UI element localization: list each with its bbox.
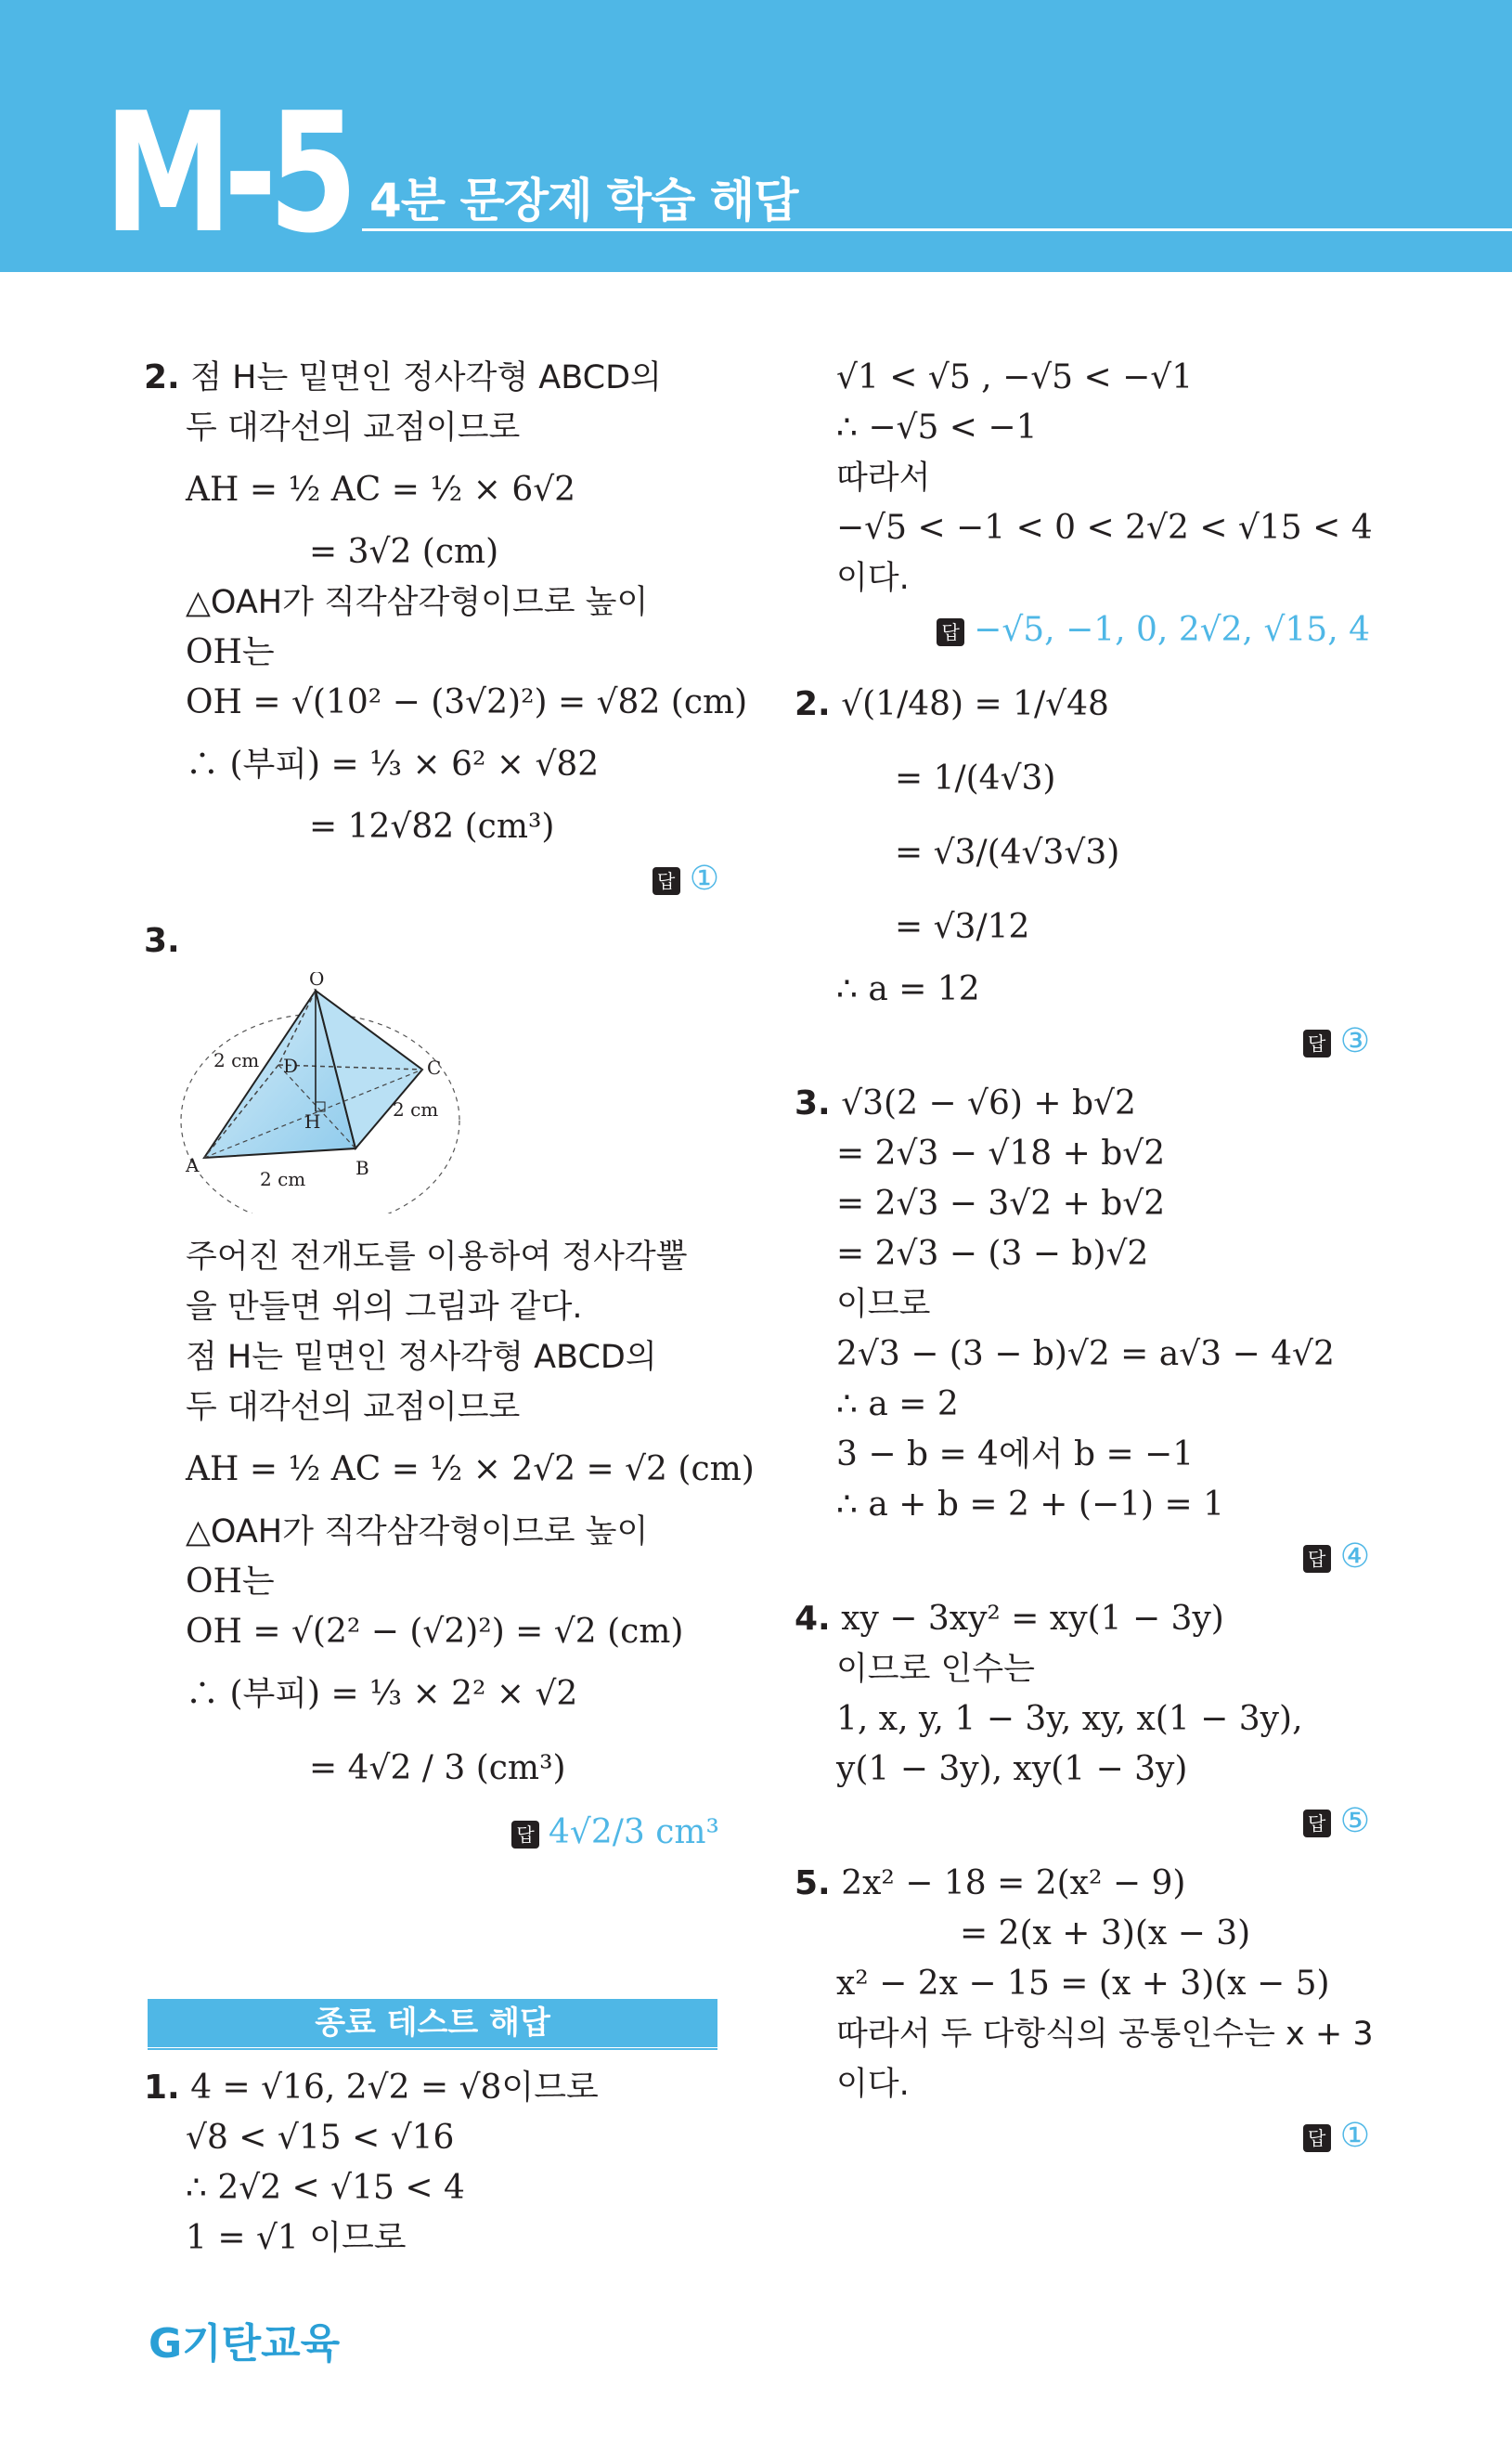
label-2cm-right: 2 cm bbox=[393, 1098, 439, 1121]
right-p3-line-8: 3 − b = 4에서 b = −1 bbox=[836, 1435, 1195, 1473]
page-header bbox=[0, 0, 1512, 272]
right-p1-line-2: ∴ −√5 < −1 bbox=[836, 409, 1038, 447]
problem-2-line-9: = 12√82 (cm³) bbox=[309, 808, 555, 846]
page-title: 4분 문장제 학습 해답 bbox=[369, 174, 798, 227]
problem-2-line-8: ∴ (부피) = ⅓ × 6² × √82 bbox=[186, 746, 600, 784]
unit-code: M-5 bbox=[104, 77, 350, 269]
right-p4-number: 4. bbox=[795, 1600, 831, 1638]
right-p3-line-7: ∴ a = 2 bbox=[836, 1385, 959, 1423]
pyramid-figure bbox=[144, 972, 701, 1213]
right-p2-line-4: = √3/12 bbox=[895, 908, 1030, 946]
problem-2-line-5: △OAH가 직각삼각형이므로 높이 bbox=[186, 584, 649, 621]
problem-3-line-5: AH = ½ AC = ½ × 2√2 = √2 (cm) bbox=[186, 1450, 755, 1488]
right-p4-line-4: y(1 − 3y), xy(1 − 3y) bbox=[836, 1750, 1188, 1788]
answer-mark-icon: 답 bbox=[1303, 1030, 1331, 1057]
right-p1-line-4: −√5 < −1 < 0 < 2√2 < √15 < 4 bbox=[836, 509, 1373, 547]
right-p1-line-3: 따라서 bbox=[836, 460, 931, 497]
problem-3-line-4: 두 대각선의 교점이므로 bbox=[186, 1389, 521, 1426]
label-H: H bbox=[304, 1110, 321, 1133]
bottom-left-block bbox=[144, 2063, 719, 2264]
problem-3-line-9: ∴ (부피) = ⅓ × 2² × √2 bbox=[186, 1675, 578, 1713]
right-p4-answer: 답 ⑤ bbox=[795, 1802, 1370, 1840]
problem-3-heading bbox=[144, 916, 719, 967]
right-p5-line-3: x² − 2x − 15 = (x + 3)(x − 5) bbox=[836, 1965, 1330, 2003]
right-p4-line-1: 4. xy − 3xy² = xy(1 − 3y) bbox=[795, 1600, 1224, 1638]
test-problem-1-line-3: ∴ 2√2 < √15 < 4 bbox=[186, 2169, 465, 2207]
right-p3-line-3: = 2√3 − 3√2 + b√2 bbox=[836, 1185, 1166, 1223]
right-p3-answer: 답 ④ bbox=[795, 1537, 1370, 1576]
left-column bbox=[144, 353, 755, 1870]
problem-3-line-7: OH는 bbox=[186, 1563, 275, 1601]
label-A: A bbox=[186, 1154, 200, 1176]
problem-3-line-10: = 4√2 / 3 (cm³) bbox=[309, 1749, 566, 1787]
right-p1-line-5: 이다. bbox=[836, 560, 910, 597]
test-problem-1-line-1: 1. 4 = √16, 2√2 = √8이므로 bbox=[144, 2069, 599, 2107]
label-C: C bbox=[427, 1057, 442, 1079]
problem-2-answer: 답 ① bbox=[144, 860, 719, 898]
test-problem-1-number: 1. bbox=[144, 2069, 180, 2107]
right-p3-line-2: = 2√3 − √18 + b√2 bbox=[836, 1135, 1166, 1173]
answer-mark-icon: 답 bbox=[1303, 1810, 1331, 1837]
right-p5-line-2: = 2(x + 3)(x − 3) bbox=[960, 1914, 1251, 1953]
right-p5-line-4: 따라서 두 다항식의 공통인수는 x + 3 bbox=[836, 2016, 1374, 2053]
right-p3-line-9: ∴ a + b = 2 + (−1) = 1 bbox=[836, 1485, 1225, 1524]
problem-2-number: 2. bbox=[144, 358, 180, 396]
answer-mark-icon: 답 bbox=[1303, 2124, 1331, 2152]
problem-3-line-3: 점 H는 밑면인 정사각형 ABCD의 bbox=[186, 1339, 657, 1376]
right-p4-line-3: 1, x, y, 1 − 3y, xy, x(1 − 3y), bbox=[836, 1700, 1303, 1738]
answer-mark-icon: 답 bbox=[937, 618, 964, 646]
section-title: 종료 테스트 해답 bbox=[148, 1999, 717, 2047]
right-p3-line-6: 2√3 − (3 − b)√2 = a√3 − 4√2 bbox=[836, 1335, 1335, 1373]
problem-3-line-2: 을 만들면 위의 그림과 같다. bbox=[186, 1289, 583, 1326]
label-2cm-bottom: 2 cm bbox=[260, 1168, 306, 1190]
section-rule bbox=[148, 2048, 717, 2050]
right-p5-line-1: 5. 2x² − 18 = 2(x² − 9) bbox=[795, 1864, 1186, 1902]
right-p2-number: 2. bbox=[795, 685, 831, 723]
label-O: O bbox=[309, 972, 325, 990]
problem-3-line-1: 주어진 전개도를 이용하여 정사각뿔 bbox=[186, 1239, 688, 1276]
label-B: B bbox=[355, 1157, 369, 1179]
problem-2-line-3: AH = ½ AC = ½ × 6√2 bbox=[186, 471, 576, 509]
right-p3-number: 3. bbox=[795, 1084, 831, 1122]
right-p3-line-1: 3. √3(2 − √6) + b√2 bbox=[795, 1084, 1136, 1122]
answer-mark-icon: 답 bbox=[1303, 1545, 1331, 1573]
header-rule bbox=[362, 228, 1512, 231]
right-p1-line-1: √1 < √5 , −√5 < −√1 bbox=[836, 358, 1194, 396]
right-p5-line-5: 이다. bbox=[836, 2066, 910, 2103]
test-problem-1-line-2: √8 < √15 < √16 bbox=[186, 2119, 455, 2157]
right-p1-answer: 답 −√5, −1, 0, 2√2, √15, 4 bbox=[795, 611, 1370, 649]
right-p2-answer: 답 ③ bbox=[795, 1022, 1370, 1060]
problem-3-line-8: OH = √(2² − (√2)²) = √2 (cm) bbox=[186, 1613, 684, 1651]
right-p2-line-3: = √3/(4√3√3) bbox=[895, 834, 1120, 872]
label-2cm-left: 2 cm bbox=[213, 1049, 260, 1071]
right-p2-line-2: = 1/(4√3) bbox=[895, 759, 1056, 798]
problem-2-line-7: OH = √(10² − (3√2)²) = √82 (cm) bbox=[186, 683, 748, 721]
right-column bbox=[795, 353, 1374, 2173]
publisher-logo: G기탄교육 bbox=[149, 2320, 341, 2368]
problem-3-answer: 답 4√2/3 cm³ bbox=[144, 1813, 719, 1851]
test-problem-1-line-4: 1 = √1 이므로 bbox=[186, 2219, 407, 2257]
right-p4-line-2: 이므로 인수는 bbox=[836, 1651, 1035, 1688]
problem-2-line-1: 2. 점 H는 밑면인 정사각형 ABCD의 bbox=[144, 358, 662, 396]
pyramid-diagram bbox=[144, 972, 701, 1213]
answer-mark-icon: 답 bbox=[653, 867, 680, 895]
right-p3-line-4: = 2√3 − (3 − b)√2 bbox=[836, 1235, 1149, 1273]
problem-3-line-6: △OAH가 직각삼각형이므로 높이 bbox=[186, 1513, 649, 1550]
right-p2-line-1: 2. √(1/48) = 1/√48 bbox=[795, 685, 1109, 723]
answer-mark-icon: 답 bbox=[511, 1821, 539, 1849]
label-D: D bbox=[283, 1055, 299, 1077]
problem-2-line-6: OH는 bbox=[186, 633, 275, 671]
right-p2-line-5: ∴ a = 12 bbox=[836, 970, 980, 1008]
right-p5-number: 5. bbox=[795, 1864, 831, 1902]
right-p3-line-5: 이므로 bbox=[836, 1286, 931, 1323]
right-p5-answer: 답 ① bbox=[795, 2117, 1370, 2155]
problem-2-line-2: 두 대각선의 교점이므로 bbox=[186, 409, 521, 447]
problem-3-number: 3. bbox=[144, 922, 180, 960]
problem-2-line-4: = 3√2 (cm) bbox=[309, 533, 499, 571]
